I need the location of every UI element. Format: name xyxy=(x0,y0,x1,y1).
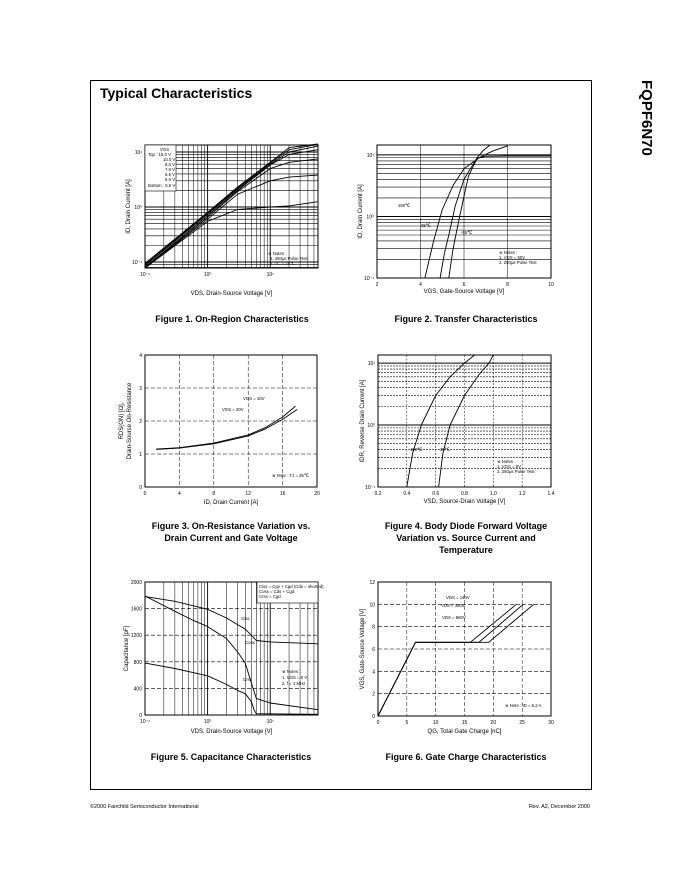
section-title: Typical Characteristics xyxy=(100,85,253,101)
figure-2-chart xyxy=(358,145,554,295)
x-tick-label: 25 xyxy=(519,720,525,726)
y-tick-label: 10¹ xyxy=(366,152,374,159)
x-axis-label: QG, Total Gate Charge [nC] xyxy=(427,729,502,735)
x-tick-label: 10⁻¹ xyxy=(140,272,150,278)
y-tick-label: 2 xyxy=(372,691,375,698)
x-tick-label: 2 xyxy=(375,282,379,288)
annotation-text: Bottom : 5.5 V xyxy=(148,183,176,188)
annotation-text: Crss = Cgd xyxy=(259,594,281,599)
x-tick-label: 15 xyxy=(461,720,468,726)
series-line-150- xyxy=(425,146,508,278)
x-axis-label: VDS, Drain-Source Voltage [V] xyxy=(190,729,273,735)
caption-line: Figure 3. On-Resistance Variation vs. xyxy=(151,521,311,531)
annotation-text: 8.0 V xyxy=(165,162,176,167)
annotation-text: Crss xyxy=(243,677,252,682)
y-axis-label: Drain-Source On-Resistance xyxy=(127,382,133,460)
x-tick-label: 10 xyxy=(548,282,554,288)
figure-6-caption xyxy=(351,751,581,763)
x-tick-label: 10⁻¹ xyxy=(140,719,150,725)
x-tick-label: 8 xyxy=(506,282,509,288)
annotation-text: VDS = 140V xyxy=(446,595,470,600)
annotation-text: VDS = 560V xyxy=(442,615,466,620)
x-tick-label: 10⁰ xyxy=(203,272,212,278)
annotation-text: 25℃ xyxy=(440,447,450,452)
annotation-text: ※ Notes : xyxy=(497,459,516,464)
caption-line: Temperature xyxy=(439,545,493,555)
y-tick-label: 1600 xyxy=(130,606,142,613)
x-tick-label: 1.4 xyxy=(547,491,555,497)
x-tick-label: 10 xyxy=(432,720,439,726)
annotation-text: Top : 15.0 V xyxy=(148,152,171,157)
annotation-text: VGS = 20V xyxy=(222,407,244,412)
x-tick-label: 6 xyxy=(462,282,466,288)
series-line-vds-560v xyxy=(378,604,534,716)
annotation-text: 25℃ xyxy=(421,223,431,228)
annotation-text: 1. VGS = 0 V xyxy=(282,675,308,680)
x-tick-label: 20 xyxy=(314,491,320,497)
y-tick-label: 2 xyxy=(139,419,142,425)
caption-line: Figure 1. On-Region Characteristics xyxy=(155,314,309,324)
x-tick-label: 12 xyxy=(245,491,251,497)
figure-1-caption xyxy=(117,313,347,325)
figure-4-caption xyxy=(351,520,581,556)
y-tick-label: 10¹ xyxy=(367,361,375,368)
annotation-text: 7.0 V xyxy=(165,167,176,172)
annotation-text: ※ Note : ID = 6.2 A xyxy=(505,703,542,708)
x-tick-label: 4 xyxy=(419,282,422,288)
annotation-text: VGS = 10V xyxy=(243,396,265,401)
annotation-text: ※ Notes : xyxy=(282,669,301,674)
figure-5-chart xyxy=(124,580,324,735)
annotation-text: 150℃ xyxy=(410,447,422,452)
y-tick-label: 6 xyxy=(372,647,375,653)
series-line-coss xyxy=(145,596,318,710)
caption-line: Figure 5. Capacitance Characteristics xyxy=(150,752,312,762)
y-tick-label: 1200 xyxy=(130,633,142,640)
annotation-text: 1. VDS = 50V xyxy=(499,255,526,260)
x-tick-label: 20 xyxy=(490,720,497,726)
series-line-vgs-10v xyxy=(156,406,295,449)
figure-4-chart xyxy=(360,355,555,505)
annotation-text: 6.0 V xyxy=(165,177,176,182)
annotation-text: Ciss = Cgs + Cgd (Cds = shorted) xyxy=(259,584,324,589)
caption-line: Variation vs. Source Current and xyxy=(396,533,536,543)
figure-1-chart xyxy=(126,144,318,297)
annotation-text: 6.5 V xyxy=(165,172,176,177)
series-line-vds-350v xyxy=(378,604,523,716)
figure-5-caption xyxy=(116,751,346,763)
x-axis-label: VDS, Drain-Source Voltage [V] xyxy=(190,291,273,297)
y-tick-label: 10⁻¹ xyxy=(365,485,375,491)
x-tick-label: 0.6 xyxy=(432,491,440,497)
x-tick-label: 30 xyxy=(548,720,554,726)
y-tick-label: 2000 xyxy=(130,580,142,586)
y-tick-label: 800 xyxy=(133,659,142,666)
x-tick-label: 0.2 xyxy=(374,491,382,497)
annotation-text: VGS xyxy=(160,147,170,152)
y-tick-label: 10⁻¹ xyxy=(364,276,374,282)
figure-6-chart xyxy=(360,580,554,735)
x-tick-label: 10¹ xyxy=(266,272,274,278)
figure-2-caption xyxy=(351,313,581,325)
figure-3-chart xyxy=(119,353,320,506)
x-axis-label: VGS, Gate-Source Voltage [V] xyxy=(423,289,505,295)
series-line-vds-140v xyxy=(378,604,516,716)
annotation-text: -55℃ xyxy=(461,230,473,235)
y-tick-label: 3 xyxy=(139,386,142,392)
y-tick-label: 0 xyxy=(139,485,142,491)
series-line-25- xyxy=(439,355,494,487)
y-tick-label: 10 xyxy=(369,602,375,609)
y-axis-label: IDR, Reverse Drain Current [A] xyxy=(360,379,366,463)
annotation-text: ※ Notes : xyxy=(268,251,287,256)
y-axis-label: Capacitance [pF] xyxy=(124,625,130,672)
y-tick-label: 10⁻¹ xyxy=(132,260,142,267)
x-tick-label: 0.4 xyxy=(403,491,411,497)
revision: Rev. A2, December 2000 xyxy=(528,804,590,810)
series-line-ciss xyxy=(145,597,318,644)
series-line-25- xyxy=(440,145,490,278)
caption-line: Figure 2. Transfer Characteristics xyxy=(394,314,538,324)
x-tick-label: 10⁰ xyxy=(203,719,212,725)
annotation-text: VDS = 350V xyxy=(441,603,465,608)
x-tick-label: 0.8 xyxy=(461,491,468,497)
y-tick-label: 10⁰ xyxy=(366,214,374,221)
y-tick-label: 0 xyxy=(372,714,375,720)
caption-line: Drain Current and Gate Voltage xyxy=(164,533,298,543)
caption-line: Figure 6. Gate Charge Characteristics xyxy=(385,752,547,762)
y-tick-label: 10¹ xyxy=(134,149,142,156)
y-tick-label: 10⁰ xyxy=(134,205,142,212)
y-tick-label: 400 xyxy=(133,686,142,693)
y-tick-label: 12 xyxy=(369,580,375,586)
x-tick-label: 0 xyxy=(376,720,380,726)
y-tick-label: 10⁰ xyxy=(367,423,375,430)
annotation-text: Ciss xyxy=(241,616,250,621)
annotation-text: 1. 250μs Pulse Test xyxy=(270,256,308,261)
caption-line: Figure 4. Body Diode Forward Voltage xyxy=(384,521,548,531)
y-tick-label: 8 xyxy=(372,624,375,631)
x-tick-label: 4 xyxy=(178,491,181,497)
y-tick-label: 4 xyxy=(139,353,142,359)
annotation-text: ※ Note : TJ = 25℃ xyxy=(272,473,309,478)
figure-3-caption xyxy=(116,520,346,544)
y-tick-label: 1 xyxy=(139,452,142,458)
x-tick-label: 1.0 xyxy=(489,491,497,497)
y-tick-label: 0 xyxy=(139,713,142,719)
copyright: ©2000 Fairchild Semiconductor International xyxy=(90,804,199,810)
x-tick-label: 5 xyxy=(405,720,409,726)
y-axis-label: ID, Drain Current [A] xyxy=(358,184,364,239)
annotation-text: 2. 250μs Pulse Test xyxy=(497,469,535,474)
annotation-text: Coss = Cds + Cgd xyxy=(259,589,295,594)
x-tick-label: 16 xyxy=(279,491,286,497)
annotation-text: 2. f = 1 MHz xyxy=(282,681,306,686)
y-axis-label: ID, Drain Current [A] xyxy=(126,179,132,234)
annotation-text: ※ Notes : xyxy=(499,250,518,255)
x-axis-label: VSD, Source-Drain Voltage [V] xyxy=(423,499,506,505)
x-tick-label: 8 xyxy=(212,491,216,497)
annotation-text: 150℃ xyxy=(398,203,410,208)
annotation-text: Coss xyxy=(245,640,255,645)
x-tick-label: 10¹ xyxy=(266,719,274,725)
x-axis-label: ID, Drain Current [A] xyxy=(203,500,259,506)
y-axis-label: VGS, Gate-Source Voltage [V] xyxy=(360,608,366,690)
y-axis-label: RDS(ON) [Ω], xyxy=(119,402,125,440)
x-tick-label: 0 xyxy=(143,491,147,497)
series-line-vgs-20v xyxy=(156,409,297,449)
y-tick-label: 4 xyxy=(372,669,375,676)
annotation-text: 2. 250μs Pulse Test xyxy=(499,260,537,265)
part-number: FQPF6N70 xyxy=(638,80,655,156)
annotation-text: 1. VGS = 0V xyxy=(497,464,522,469)
annotation-text: 2. TC = 25℃ xyxy=(270,261,295,266)
annotation-text: 10.0 V xyxy=(163,157,176,162)
x-tick-label: 1.2 xyxy=(518,491,526,497)
